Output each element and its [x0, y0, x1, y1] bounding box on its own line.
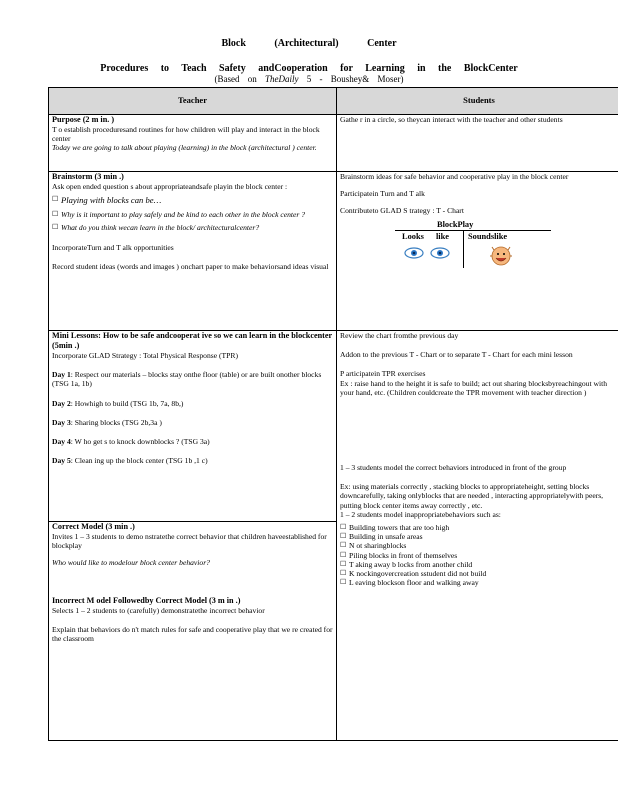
blockplay-tchart: [340, 220, 618, 268]
day-text: : Howhigh to build (TSG 1b, 7a, 8b,): [70, 398, 184, 408]
review-text: Review the chart fromthe previous day: [340, 331, 459, 340]
source-post: 5 - Boushey& Moser): [306, 74, 404, 84]
list-item: [340, 578, 618, 587]
header-row: [49, 88, 618, 115]
bullet-text: Piling blocks in front of themselves: [349, 550, 458, 560]
model-teacher: [49, 522, 337, 741]
checkbox-bullet-icon: ☐: [52, 195, 59, 204]
mini-lessons-title: Mini Lessons: How to be safe andcooperat ive so we can learn in the blockcenter (5min .): [52, 331, 333, 350]
brainstorm-title: Brainstorm (3 min .): [52, 172, 124, 181]
day-item: [52, 418, 333, 427]
checkbox-bullet-icon: ☐: [340, 523, 347, 532]
correct-students-line1: 1 – 3 students model the correct behaviors introduced in front of the group: [340, 463, 567, 473]
bullet-text: L eaving blockson floor and walking away: [349, 578, 479, 588]
mini-lessons-students: [337, 331, 618, 741]
sounds-like-label: Soundslike: [468, 231, 508, 241]
checkbox-bullet-icon: ☐: [340, 569, 347, 578]
looks-like-label: Looks like: [402, 231, 450, 241]
explain-text: Explain that behaviors do n't match rules for safe and cooperative play that we re created for the classroom: [52, 624, 333, 644]
correct-text: Invites 1 – 3 students to demo nstratethe correct behavior that children haveestablished for blockplay: [52, 532, 327, 551]
day-label: Day 3: [52, 417, 71, 427]
checkbox-bullet-icon: ☐: [340, 532, 347, 541]
teacher-header: Teacher: [49, 88, 337, 115]
list-item: [340, 569, 618, 578]
participate-text: P articipatein TPR exercises: [340, 369, 426, 379]
list-item: [340, 560, 618, 569]
brainstorm-teacher: [49, 172, 337, 331]
checkbox-bullet-icon: ☐: [340, 559, 347, 568]
day-label: Day 1: [52, 370, 71, 380]
ex-text: Ex : raise hand to the height it is safe to build; act out sharing blocksbyreachingout with your hand, etc. (Children couldcreate the TPR movement with teacher direction ): [340, 378, 607, 397]
correct-students-ex: Ex: using materials correctly , stacking blocks to appropriateheight, setting blocks downcarefully, taking onlyblocks that are needed , interacting appropriatelywith peers, putting block center items away correctly , etc.: [340, 482, 604, 510]
mini-lessons-row: [49, 331, 618, 522]
checkbox-bullet-icon: ☐: [52, 210, 59, 219]
checkbox-bullet-icon: ☐: [340, 550, 347, 559]
purpose-italic: Today we are going to talk about playing (learning) in the block (architectural ) center.: [52, 143, 317, 153]
mini-lessons-teacher: [49, 331, 337, 522]
eye-icon: [430, 247, 450, 259]
correct-italic: Who would like to modelour block center behavior?: [52, 558, 210, 568]
list-item: [340, 523, 618, 532]
page-title: Block (Architectural) Center: [221, 38, 397, 49]
students-header: Students: [337, 88, 618, 115]
bullet-text: Building towers that are too high: [349, 523, 450, 533]
purpose-row: [49, 115, 618, 172]
source-note: [0, 74, 618, 84]
source-pre: (Based on: [214, 74, 257, 84]
bullet-text: What do you think wecan learn in the block/ architecturalcenter?: [61, 223, 260, 233]
bullet-text: K nockingovercreation sstudent did not build: [349, 569, 487, 579]
incorrect-students-line1: 1 – 2 students model inappropriatebehaviors such as:: [340, 509, 501, 519]
bullet-text: N ot sharingblocks: [349, 541, 407, 551]
mini-incorporate: Incorporate GLAD Strategy : Total Physical Response (TPR): [52, 351, 238, 360]
purpose-title: Purpose (2 m in. ): [52, 115, 115, 124]
day-text: : Clean ing up the block center (TSG 1b ,1 c): [70, 456, 208, 466]
brainstorm-students-line3: Contributeto GLAD S trategy : T - Chart: [340, 206, 464, 216]
list-item: [52, 223, 333, 232]
purpose-text: T o establish proceduresand routines for how children will play and interact in the block center: [52, 125, 320, 144]
blockplay-title: BlockPlay: [437, 219, 474, 229]
incorrect-text: Selects 1 – 2 students to (carefully) demonstratethe incorrect behavior: [52, 605, 265, 615]
bullet-text: Why is it important to play safely and be kind to each other in the block center ?: [61, 210, 306, 220]
brainstorm-students-line2: Participatein Turn and T alk: [340, 189, 425, 199]
record-text: Record student ideas (words and images ) onchart paper to make behaviorsand ideas visual: [52, 261, 329, 271]
procedures-table: [48, 87, 618, 741]
incorrect-title: Incorrect M odel Followedby Correct Model (3 m in .): [52, 595, 241, 605]
day-item: [52, 370, 333, 388]
turn-talk-text: IncorporateTurn and T alk opportunities: [52, 242, 174, 252]
addon-text: Addon to the previous T - Chart or to separate T - Chart for each mini lesson: [340, 350, 573, 360]
smiling-face-icon: [488, 244, 514, 268]
day-label: Day 4: [52, 437, 71, 447]
bullet-text: T aking away b locks from another child: [349, 559, 473, 569]
list-item: [52, 210, 333, 219]
day-text: : Respect our materials – blocks stay onthe floor (table) or are built onother blocks (TSG 1a, 1b): [52, 370, 322, 389]
eye-icon: [404, 247, 424, 259]
page-subtitle: Procedures to Teach Safety andCooperation for Learning in the BlockCenter: [100, 63, 518, 74]
brainstorm-students-line1: Brainstorm ideas for safe behavior and cooperative play in the block center: [340, 172, 569, 181]
list-item: [52, 195, 333, 206]
checkbox-bullet-icon: ☐: [52, 223, 59, 232]
list-item: [340, 551, 618, 560]
brainstorm-row: [49, 172, 618, 331]
day-item: [52, 437, 333, 446]
day-item: [52, 399, 333, 408]
list-item: [340, 532, 618, 541]
purpose-teacher: [49, 115, 337, 172]
checkbox-bullet-icon: ☐: [340, 578, 347, 587]
list-item: [340, 541, 618, 550]
bullet-text: Playing with blocks can be…: [61, 195, 162, 206]
day-label: Day 5: [52, 456, 71, 466]
purpose-students: [337, 115, 618, 172]
brainstorm-students: [337, 172, 618, 331]
checkbox-bullet-icon: ☐: [340, 541, 347, 550]
bullet-text: Building in unsafe areas: [349, 532, 423, 542]
day-text: : W ho get s to knock downblocks ? (TSG 3a): [70, 437, 210, 447]
day-text: : Sharing blocks (TSG 2b,3a ): [70, 417, 162, 427]
purpose-students-text: Gathe r in a circle, so theycan interact with the teacher and other students: [340, 115, 563, 124]
brainstorm-text: Ask open ended question s about appropriateandsafe playin the block center :: [52, 182, 288, 191]
correct-title: Correct Model (3 min .): [52, 522, 135, 531]
source-italic: TheDaily: [265, 74, 299, 84]
day-label: Day 2: [52, 398, 71, 408]
day-item: [52, 456, 333, 465]
